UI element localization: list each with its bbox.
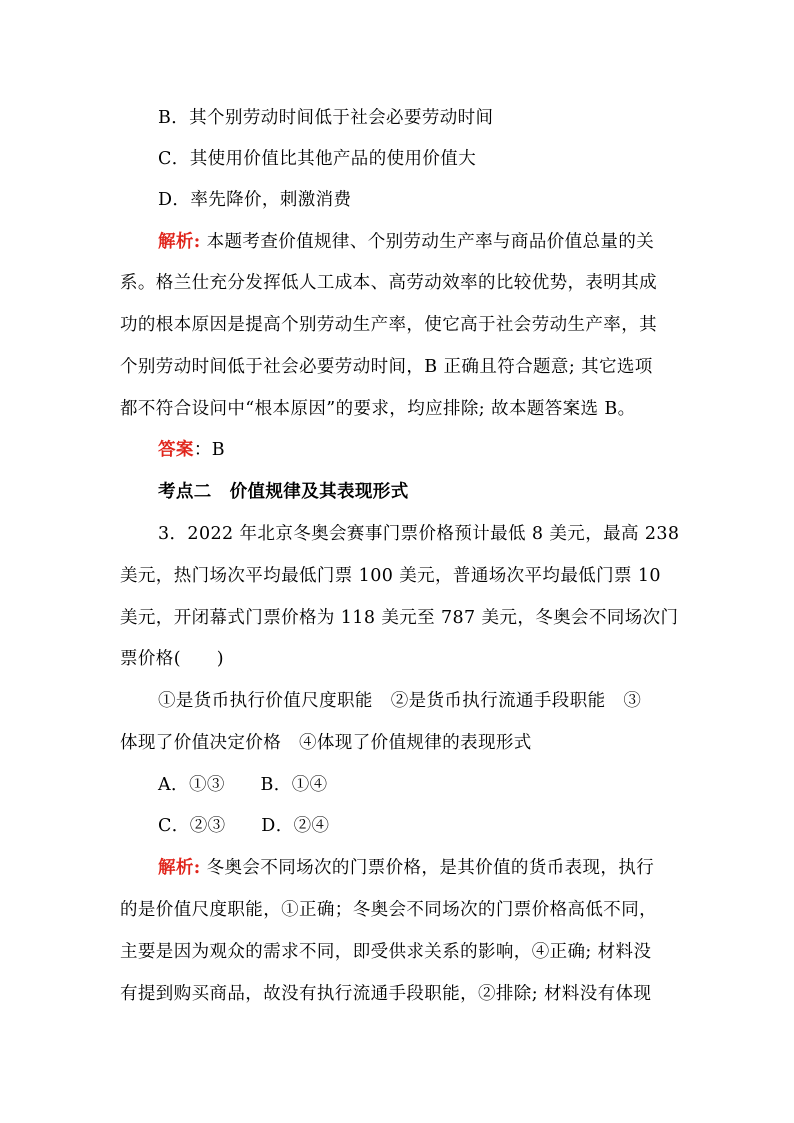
analysis-line-4: 个别劳动时间低于社会必要劳动时间，B 正确且符合题意; 其它选项 xyxy=(120,357,653,377)
q3-stem-line-1: 3．2022 年北京冬奥会赛事门票价格预计最低 8 美元，最高 238 xyxy=(158,524,680,544)
q3-stem-line-2: 美元，热门场次平均最低门票 100 美元，普通场次平均最低门票 10 xyxy=(120,566,661,586)
analysis-line-5: 都不符合设问中“根本原因”的要求，均应排除; 故本题答案选 B。 xyxy=(120,399,636,419)
q3-analysis-label: 解析: xyxy=(158,858,201,878)
q3-stem-line-4: 票价格( ) xyxy=(120,649,224,669)
option-c: C．其使用价值比其他产品的使用价值大 xyxy=(158,149,477,169)
q3-analysis-line-2: 的是价值尺度职能，①正确；冬奥会不同场次的门票价格高低不同， xyxy=(120,900,657,920)
answer-label: 答案 xyxy=(158,440,194,460)
analysis-line-2: 系。格兰仕充分发挥低人工成本、高劳动效率的比较优势，表明其成 xyxy=(120,273,657,293)
option-d: D．率先降价，刺激消费 xyxy=(158,190,352,210)
q3-stem-line-3: 美元，开闭幕式门票价格为 118 美元至 787 美元，冬奥会不同场次门 xyxy=(120,608,679,628)
q3-statements-line-1: ①是货币执行价值尺度职能 ②是货币执行流通手段职能 ③ xyxy=(158,691,642,711)
analysis-label: 解析: xyxy=(158,232,201,252)
q3-statements-line-2: 体现了价值决定价格 ④体现了价值规律的表现形式 xyxy=(120,733,532,753)
answer-value: ：B xyxy=(193,440,225,460)
q3-analysis-line-1: 解析: 冬奥会不同场次的门票价格，是其价值的货币表现，执行 xyxy=(158,858,655,878)
q3-analysis-line-4: 有提到购买商品，故没有执行流通手段职能，②排除; 材料没有体现 xyxy=(120,984,652,1004)
answer-line xyxy=(158,438,225,462)
option-b: B．其个别劳动时间低于社会必要劳动时间 xyxy=(158,108,494,128)
analysis-line-3: 功的根本原因是提高个别劳动生产率，使它高于社会劳动生产率，其 xyxy=(120,315,657,335)
q3-options-cd: C．②③ D．②④ xyxy=(158,816,330,836)
analysis-line-1: 解析: 本题考查价值规律、个别劳动生产率与商品价值总量的关 xyxy=(158,232,655,252)
q3-options-ab: A．①③ B．①④ xyxy=(158,775,328,795)
section-title: 考点二 价值规律及其表现形式 xyxy=(158,482,409,502)
q3-analysis-line-3: 主要是因为观众的需求不同，即受供求关系的影响，④正确; 材料没 xyxy=(120,942,652,962)
